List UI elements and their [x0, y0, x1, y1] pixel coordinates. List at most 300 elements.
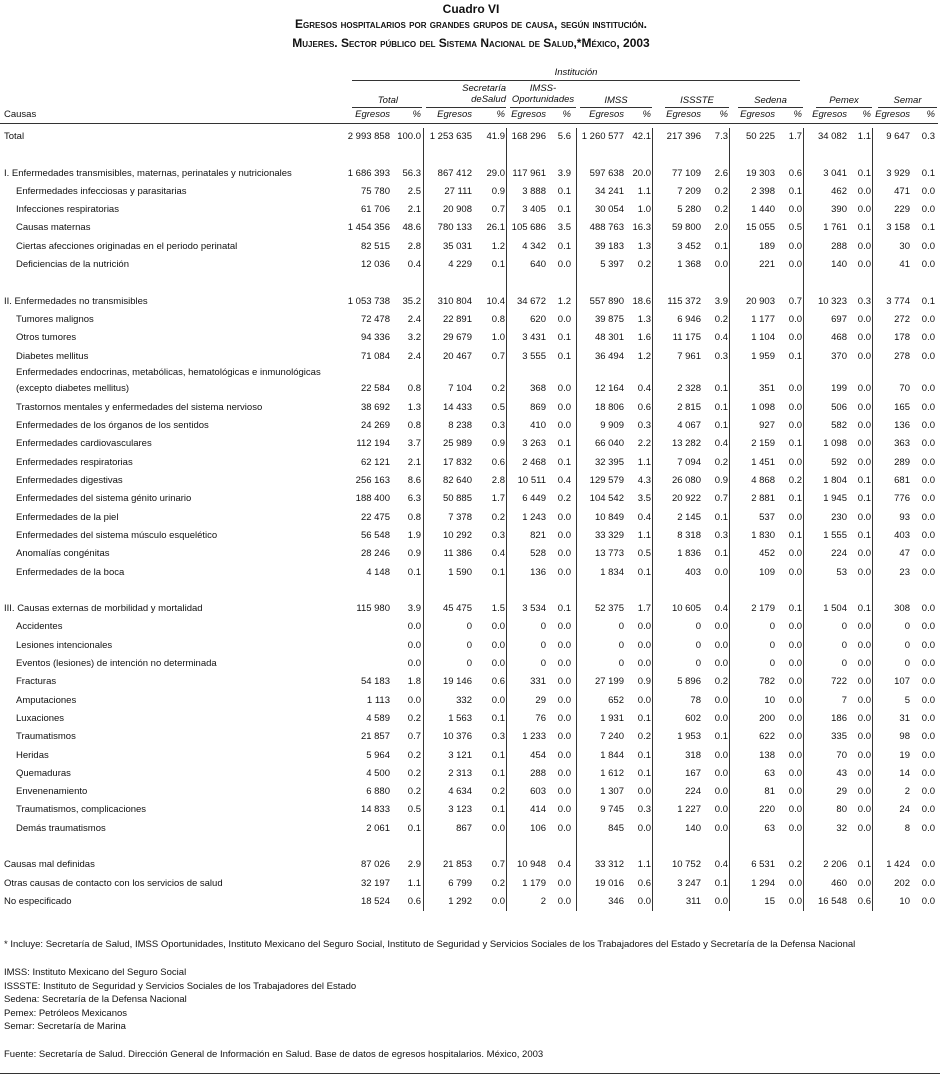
group-rule [665, 107, 729, 108]
row-label: Enfermedades de la boca [16, 566, 125, 578]
pct-cell: 0.0 [557, 804, 571, 816]
egresos-cell: 10 292 [442, 529, 472, 541]
egresos-cell: 462 [831, 185, 847, 197]
pct-cell: 0.0 [491, 694, 505, 706]
pct-cell: 0.1 [714, 877, 728, 889]
egresos-cell: 217 396 [666, 131, 701, 142]
pct-cell: 0.0 [857, 332, 871, 344]
institucion-rule [352, 80, 800, 81]
row-label: Envenenamiento [16, 786, 88, 798]
egresos-cell: 20 467 [442, 350, 472, 362]
pct-cell: 0.0 [857, 676, 871, 688]
egresos-cell: 59 800 [671, 222, 701, 234]
pct-cell: 0.3 [491, 529, 505, 541]
pct-cell: 0.4 [714, 859, 728, 871]
egresos-cell: 3 041 [823, 167, 847, 179]
pct-cell: 0.0 [714, 786, 728, 798]
egresos-cell: 603 [530, 786, 546, 798]
table-row [0, 417, 942, 435]
egresos-cell: 12 036 [360, 259, 390, 271]
pct-cell: 0.1 [557, 438, 571, 450]
pct-cell: 0.7 [714, 493, 728, 505]
egresos-cell: 167 [685, 767, 701, 779]
pct-cell: 1.1 [637, 859, 651, 871]
egresos-cell: 288 [530, 767, 546, 779]
egresos-cell: 2 061 [366, 822, 390, 834]
pct-cell: 0.0 [788, 204, 802, 216]
table-body [0, 128, 942, 911]
pct-cell: 6.3 [407, 493, 421, 505]
pct-cell: 0.0 [557, 639, 571, 651]
pct-cell: 0.0 [714, 712, 728, 724]
row-label: No especificado [4, 895, 72, 907]
egresos-cell: 136 [894, 420, 910, 432]
egresos-cell: 5 964 [366, 749, 390, 761]
egresos-cell: 78 [690, 694, 701, 706]
egresos-cell: 1 177 [751, 313, 775, 325]
egresos-cell: 368 [530, 382, 546, 394]
table-row [0, 692, 942, 710]
egresos-cell: 10 [764, 694, 775, 706]
pct-cell: 0.1 [557, 185, 571, 197]
pct-cell: 0.1 [637, 767, 651, 779]
pct-cell: 0.0 [788, 566, 802, 578]
pct-cell: 0.8 [491, 313, 505, 325]
pct-cell: 0.1 [921, 167, 935, 179]
pct-cell: 0.0 [714, 639, 728, 651]
egresos-cell: 2 815 [677, 401, 701, 413]
pct-cell: 10.4 [486, 295, 505, 307]
pct-cell: 0.6 [788, 167, 802, 179]
egresos-cell: 452 [759, 548, 775, 560]
pct-cell: 0.0 [557, 401, 571, 413]
pct-cell: 0.6 [491, 456, 505, 468]
egresos-cell: 1 098 [751, 401, 775, 413]
group-header: IMSS [604, 95, 628, 106]
egresos-cell: 138 [759, 749, 775, 761]
pct-cell: 0.0 [921, 676, 935, 688]
pct-cell: 0.0 [857, 204, 871, 216]
egresos-cell: 16 548 [817, 895, 847, 907]
pct-cell: 0.0 [557, 511, 571, 523]
abbreviations [4, 966, 356, 1034]
pct-cell: 0.1 [788, 493, 802, 505]
egresos-cell: 21 853 [442, 859, 472, 871]
pct-cell: 0.0 [788, 401, 802, 413]
pct-cell: 0.0 [788, 639, 802, 651]
pct-cell: 0.0 [921, 204, 935, 216]
egresos-cell: 11 386 [443, 548, 472, 560]
egresos-cell: 2 [540, 895, 546, 907]
egresos-cell: 2 328 [677, 382, 701, 394]
egresos-cell: 3 247 [677, 877, 701, 889]
egresos-cell: 39 183 [594, 240, 624, 252]
group-rule [426, 107, 506, 108]
group-header: Total [377, 95, 398, 106]
egresos-cell: 82 640 [442, 475, 472, 487]
table-row [0, 128, 942, 146]
egresos-cell: 23 [899, 566, 910, 578]
table-row [0, 801, 942, 819]
pct-cell: 0.0 [921, 420, 935, 432]
egresos-cell: 202 [894, 877, 910, 889]
egresos-cell: 3 431 [522, 332, 546, 344]
pct-cell: 0.1 [788, 603, 802, 615]
egresos-cell: 3 534 [522, 603, 546, 615]
row-label: Enfermedades del sistema génito urinario [16, 493, 192, 505]
egresos-cell: 13 773 [594, 548, 624, 560]
egresos-cell: 21 857 [360, 731, 390, 743]
egresos-cell: 4 148 [366, 566, 390, 578]
pct-cell: 0.1 [491, 804, 505, 816]
pct-cell: 0.0 [714, 694, 728, 706]
row-label: Otras causas de contacto con los servicios de salud [4, 877, 223, 889]
egresos-cell: 4 229 [448, 259, 472, 271]
pct-cell: 1.6 [637, 332, 651, 344]
pct-cell: 0.5 [407, 804, 421, 816]
egresos-cell: 112 194 [356, 438, 390, 450]
pct-cell: 0.2 [637, 259, 651, 271]
pct-cell: 0.1 [857, 493, 871, 505]
pct-cell: 2.8 [407, 240, 421, 252]
egresos-cell: 1 368 [677, 259, 701, 271]
table-row [0, 435, 942, 453]
pct-cell: 0.5 [637, 548, 651, 560]
egresos-cell: 1 563 [448, 712, 472, 724]
egresos-cell: 0 [466, 658, 472, 670]
egresos-cell: 557 890 [589, 295, 624, 307]
egresos-cell: 4 589 [366, 712, 390, 724]
egresos-cell: 3 263 [522, 438, 546, 450]
pct-cell: 0.0 [557, 749, 571, 761]
header-rule [0, 123, 938, 124]
row-label: Infecciones respiratorias [16, 204, 119, 216]
pct-cell: 2.6 [714, 167, 728, 179]
pct-cell: 1.9 [407, 529, 421, 541]
pct-cell: 0.0 [637, 822, 651, 834]
pct-cell: 1.3 [407, 401, 421, 413]
pct-cell: 0.0 [921, 456, 935, 468]
egresos-cell: 1 844 [600, 749, 624, 761]
egresos-cell: 0 [540, 639, 546, 651]
table-row [0, 856, 942, 874]
pct-cell: 0.1 [714, 548, 728, 560]
pct-cell: 0.0 [921, 332, 935, 344]
pct-cell: 0.0 [857, 456, 871, 468]
egresos-cell: 19 146 [442, 676, 472, 688]
egresos-cell: 2 206 [823, 859, 847, 871]
group-rule [510, 107, 576, 108]
egresos-cell: 1 451 [751, 456, 775, 468]
pct-cell: 0.0 [921, 731, 935, 743]
pct-cell: 0.4 [637, 511, 651, 523]
egresos-cell: 390 [831, 204, 847, 216]
bottom-rule [0, 1073, 940, 1074]
table-row [0, 238, 942, 256]
egresos-cell: 3 121 [448, 749, 472, 761]
pct-cell: 0.0 [557, 420, 571, 432]
pct-cell: 3.9 [557, 167, 571, 179]
egresos-cell: 0 [904, 658, 910, 670]
egresos-cell: 25 989 [442, 438, 472, 450]
row-label: Quemaduras [16, 767, 71, 779]
egresos-cell: 2 468 [522, 456, 546, 468]
egresos-cell: 188 400 [355, 493, 390, 505]
abbreviation-item: Pemex: Petróleos Mexicanos [4, 1007, 128, 1019]
egresos-cell: 1 233 [522, 731, 546, 743]
pct-cell: 0.0 [921, 511, 935, 523]
egresos-cell: 335 [831, 731, 847, 743]
egresos-cell: 80 [836, 804, 847, 816]
egresos-cell: 70 [899, 382, 910, 394]
egresos-cell: 3 123 [448, 804, 472, 816]
pct-cell: 0.6 [637, 401, 651, 413]
table-row [0, 618, 942, 636]
egresos-cell: 18 806 [594, 401, 624, 413]
pct-cell: 4.3 [637, 475, 651, 487]
row-label: Enfermedades endocrinas, metabólicas, hematológicas e inmunológicas (excepto diabetes mellitus) [16, 366, 321, 394]
egresos-cell: 363 [894, 438, 910, 450]
egresos-cell: 81 [764, 786, 775, 798]
egresos-cell: 26 080 [671, 475, 701, 487]
egresos-cell: 20 922 [671, 493, 701, 505]
egresos-cell: 782 [759, 676, 775, 688]
pct-cell: 0.9 [714, 475, 728, 487]
pct-cell: 0.0 [921, 438, 935, 450]
table-title: Egresos hospitalarios por grandes grupos de causa, según institución. [295, 17, 647, 31]
pct-cell: 0.0 [788, 420, 802, 432]
egresos-cell: 620 [530, 313, 546, 325]
egresos-cell: 94 336 [360, 332, 390, 344]
pct-subheader: % [496, 109, 505, 120]
egresos-cell: 140 [685, 822, 701, 834]
pct-cell: 0.0 [921, 259, 935, 271]
egresos-cell: 1 440 [751, 204, 775, 216]
egresos-cell: 30 054 [594, 204, 624, 216]
egresos-cell: 1 612 [600, 767, 624, 779]
pct-cell: 0.4 [491, 548, 505, 560]
egresos-cell: 4 868 [751, 475, 775, 487]
egresos-cell: 10 948 [516, 859, 546, 871]
pct-cell: 0.0 [921, 621, 935, 633]
egresos-cell: 1 761 [823, 222, 847, 234]
egresos-cell: 9 745 [600, 804, 624, 816]
egresos-cell: 178 [894, 332, 910, 344]
pct-cell: 1.3 [637, 240, 651, 252]
egresos-cell: 454 [530, 749, 546, 761]
pct-cell: 0.0 [491, 621, 505, 633]
egresos-cell: 3 452 [677, 240, 701, 252]
pct-cell: 0.0 [788, 332, 802, 344]
egresos-cell: 129 579 [589, 475, 624, 487]
egresos-cell: 186 [831, 712, 847, 724]
pct-cell: 0.0 [857, 877, 871, 889]
pct-cell: 0.0 [557, 529, 571, 541]
egresos-cell: 33 312 [594, 859, 624, 871]
egresos-cell: 19 016 [594, 877, 624, 889]
pct-cell: 0.0 [407, 658, 421, 670]
egresos-cell: 24 269 [360, 420, 390, 432]
egresos-cell: 4 342 [522, 240, 546, 252]
pct-cell: 0.1 [557, 240, 571, 252]
egresos-cell: 66 040 [594, 438, 624, 450]
egresos-cell: 32 197 [360, 877, 390, 889]
causas-header: Causas [4, 109, 37, 120]
pct-cell: 0.0 [788, 621, 802, 633]
pct-cell: 0.0 [857, 566, 871, 578]
pct-cell: 0.0 [857, 382, 871, 394]
egresos-cell: 109 [759, 566, 775, 578]
egresos-cell: 1 454 356 [347, 222, 390, 234]
pct-cell: 0.0 [857, 658, 871, 670]
pct-cell: 0.1 [407, 566, 421, 578]
pct-cell: 1.1 [637, 529, 651, 541]
egresos-cell: 592 [831, 456, 847, 468]
pct-cell: 1.0 [491, 332, 505, 344]
egresos-cell: 5 896 [677, 676, 701, 688]
egresos-cell: 24 [899, 804, 910, 816]
pct-cell: 0.0 [714, 822, 728, 834]
pct-cell: 0.4 [714, 438, 728, 450]
table-row [0, 765, 942, 783]
pct-cell: 0.0 [557, 658, 571, 670]
pct-cell: 0.2 [407, 749, 421, 761]
egresos-cell: 31 [899, 712, 910, 724]
pct-cell: 0.0 [788, 694, 802, 706]
row-label: Lesiones intencionales [16, 639, 113, 651]
pct-cell: 0.1 [714, 420, 728, 432]
pct-cell: 3.5 [557, 222, 571, 234]
pct-cell: 0.0 [921, 529, 935, 541]
egresos-subheader: Egresos [875, 109, 910, 120]
egresos-cell: 3 555 [522, 350, 546, 362]
pct-cell: 0.1 [557, 350, 571, 362]
pct-cell: 0.0 [921, 493, 935, 505]
pct-cell: 0.5 [788, 222, 802, 234]
egresos-cell: 3 929 [886, 167, 910, 179]
pct-cell: 0.0 [921, 401, 935, 413]
egresos-cell: 0 [769, 639, 775, 651]
group-rule [352, 107, 422, 108]
egresos-cell: 224 [831, 548, 847, 560]
egresos-cell: 1 243 [522, 511, 546, 523]
table-row [0, 329, 942, 347]
egresos-cell: 18 524 [360, 895, 390, 907]
pct-cell: 0.8 [407, 382, 421, 394]
pct-cell: 0.0 [714, 621, 728, 633]
row-label: Traumatismos, complicaciones [16, 804, 147, 816]
pct-subheader: % [412, 109, 421, 120]
pct-cell: 0.2 [407, 767, 421, 779]
egresos-cell: 1 179 [522, 877, 546, 889]
egresos-cell: 41 [899, 259, 910, 271]
egresos-cell: 10 323 [817, 295, 847, 307]
egresos-cell: 14 833 [360, 804, 390, 816]
egresos-cell: 7 [841, 694, 847, 706]
pct-cell: 0.0 [857, 401, 871, 413]
egresos-cell: 4 634 [448, 786, 472, 798]
egresos-cell: 9 909 [600, 420, 624, 432]
pct-cell: 0.0 [921, 694, 935, 706]
egresos-cell: 1 098 [823, 438, 847, 450]
pct-cell: 0.0 [788, 712, 802, 724]
pct-cell: 0.0 [491, 639, 505, 651]
table-row [0, 183, 942, 201]
pct-cell: 0.7 [491, 204, 505, 216]
pct-cell: 0.2 [714, 676, 728, 688]
pct-cell: 0.1 [491, 259, 505, 271]
table-row [0, 509, 942, 527]
egresos-cell: 29 [836, 786, 847, 798]
egresos-cell: 681 [894, 475, 910, 487]
pct-cell: 0.3 [714, 350, 728, 362]
egresos-cell: 5 280 [677, 204, 701, 216]
pct-cell: 0.1 [491, 767, 505, 779]
table-row [0, 820, 942, 838]
egresos-subheader: Egresos [437, 109, 472, 120]
egresos-cell: 8 [904, 822, 910, 834]
table-subtitle: Mujeres. Sector público del Sistema Nacional de Salud,*México, 2003 [292, 36, 650, 50]
pct-cell: 0.9 [637, 676, 651, 688]
egresos-cell: 77 109 [671, 167, 701, 179]
table-row [0, 165, 942, 183]
pct-cell: 100.0 [397, 131, 421, 142]
egresos-cell: 697 [831, 313, 847, 325]
pct-cell: 0.1 [557, 603, 571, 615]
egresos-cell: 1 227 [677, 804, 701, 816]
pct-cell: 0.3 [491, 420, 505, 432]
pct-cell: 1.3 [637, 313, 651, 325]
egresos-cell: 117 961 [512, 167, 546, 179]
egresos-cell: 471 [894, 185, 910, 197]
pct-cell: 0.2 [491, 382, 505, 394]
egresos-cell: 1 804 [823, 475, 847, 487]
pct-cell: 0.0 [857, 804, 871, 816]
column-divider [506, 128, 507, 911]
egresos-cell: 1 945 [823, 493, 847, 505]
egresos-cell: 310 804 [437, 295, 472, 307]
pct-cell: 8.6 [407, 475, 421, 487]
egresos-cell: 0 [695, 621, 701, 633]
egresos-cell: 33 329 [594, 529, 624, 541]
egresos-cell: 1 830 [751, 529, 775, 541]
egresos-cell: 1 113 [366, 694, 390, 706]
pct-cell: 0.1 [921, 295, 935, 307]
row-label: Demás traumatismos [16, 822, 106, 834]
egresos-cell: 652 [608, 694, 624, 706]
pct-cell: 20.0 [632, 167, 651, 179]
pct-cell: 0.0 [921, 566, 935, 578]
egresos-cell: 93 [899, 511, 910, 523]
pct-cell: 2.0 [714, 222, 728, 234]
column-divider [423, 128, 424, 911]
egresos-cell: 278 [894, 350, 910, 362]
egresos-cell: 19 [899, 749, 910, 761]
pct-cell: 0.0 [857, 822, 871, 834]
egresos-cell: 460 [831, 877, 847, 889]
pct-cell: 7.3 [714, 131, 728, 142]
pct-cell: 0.1 [714, 240, 728, 252]
egresos-cell: 1 834 [600, 566, 624, 578]
pct-cell: 0.0 [788, 548, 802, 560]
egresos-cell: 0 [769, 658, 775, 670]
abbreviation-item: Semar: Secretaría de Marina [4, 1021, 126, 1032]
egresos-cell: 140 [831, 259, 847, 271]
group-rule [878, 107, 937, 108]
pct-cell: 0.0 [788, 240, 802, 252]
pct-cell: 0.6 [857, 895, 871, 907]
table-row [0, 527, 942, 545]
